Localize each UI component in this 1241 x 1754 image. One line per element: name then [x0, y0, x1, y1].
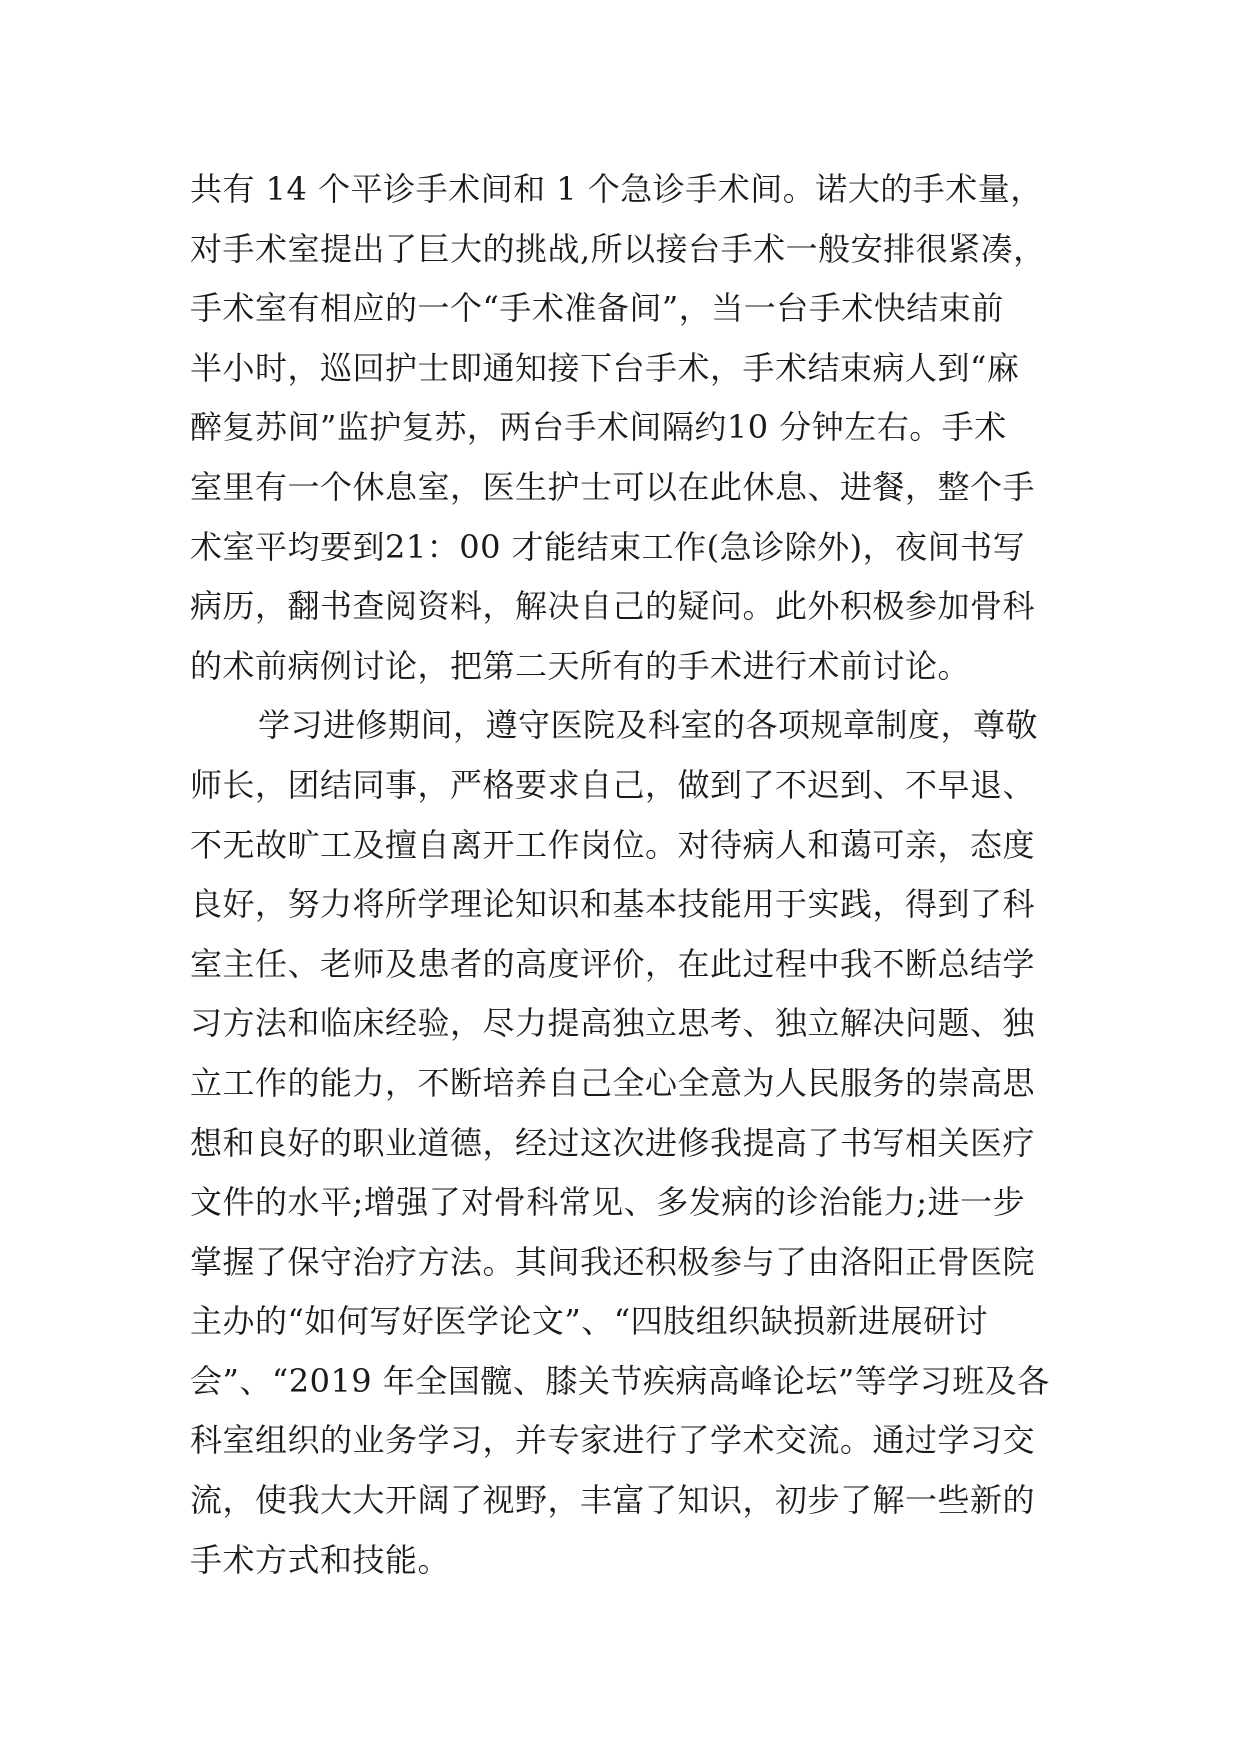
text-line: 半小时，巡回护士即通知接下台手术，手术结束病人到“麻: [190, 348, 1020, 387]
text-line: 师长，团结同事，严格要求自己，做到了不迟到、不早退、: [190, 765, 1036, 804]
text-line: 科室组织的业务学习，并专家进行了学术交流。通过学习交: [190, 1421, 1036, 1460]
text-line: 会”、“2019 年全国髋、膝关节疾病高峰论坛”等学习班及各: [190, 1361, 1050, 1400]
text-line: 文件的水平;增强了对骨科常见、多发病的诊治能力;进一步: [190, 1183, 1026, 1222]
text-line: 手术方式和技能。: [190, 1540, 451, 1579]
text-line: 想和良好的职业道德，经过这次进修我提高了书写相关医疗: [190, 1123, 1036, 1162]
text-line: 病历，翻书查阅资料，解决自己的疑问。此外积极参加骨科: [190, 587, 1036, 626]
text-line: 手术室有相应的一个“手术准备间”，当一台手术快结束前: [190, 289, 1004, 328]
text-line: 掌握了保守治疗方法。其间我还积极参与了由洛阳正骨医院: [190, 1242, 1036, 1281]
body-text: [190, 160, 1090, 1590]
text-line: 术室平均要到21：00 才能结束工作(急诊除外)，夜间书写: [190, 527, 1026, 566]
text-line: 共有 14 个平诊手术间和 1 个急诊手术间。诺大的手术量，: [190, 170, 1043, 208]
text-line: 习方法和临床经验，尽力提高独立思考、独立解决问题、独: [190, 1004, 1036, 1043]
text-line: 室主任、老师及患者的高度评价，在此过程中我不断总结学: [190, 944, 1036, 983]
text-line: 立工作的能力，不断培养自己全心全意为人民服务的崇高思: [190, 1063, 1036, 1102]
text-line: 主办的“如何写好医学论文”、“四肢组织缺损新进展研讨: [190, 1302, 989, 1341]
text-line: 良好，努力将所学理论知识和基本技能用于实践，得到了科: [190, 885, 1036, 924]
paragraph-start-line: 学习进修期间，遵守医院及科室的各项规章制度，尊敬: [258, 706, 1039, 745]
text-line: 室里有一个休息室，医生护士可以在此休息、进餐，整个手: [190, 467, 1036, 506]
text-line: 对手术室提出了巨大的挑战,所以接台手术一般安排很紧凑，: [190, 229, 1046, 268]
text-line: 的术前病例讨论，把第二天所有的手术进行术前讨论。: [190, 646, 971, 685]
text-line: 流，使我大大开阔了视野，丰富了知识，初步了解一些新的: [190, 1481, 1036, 1520]
text-line: 醉复苏间”监护复苏，两台手术间隔约10 分钟左右。手术: [190, 408, 1007, 447]
text-line: 不无故旷工及擅自离开工作岗位。对待病人和蔼可亲，态度: [190, 825, 1036, 864]
